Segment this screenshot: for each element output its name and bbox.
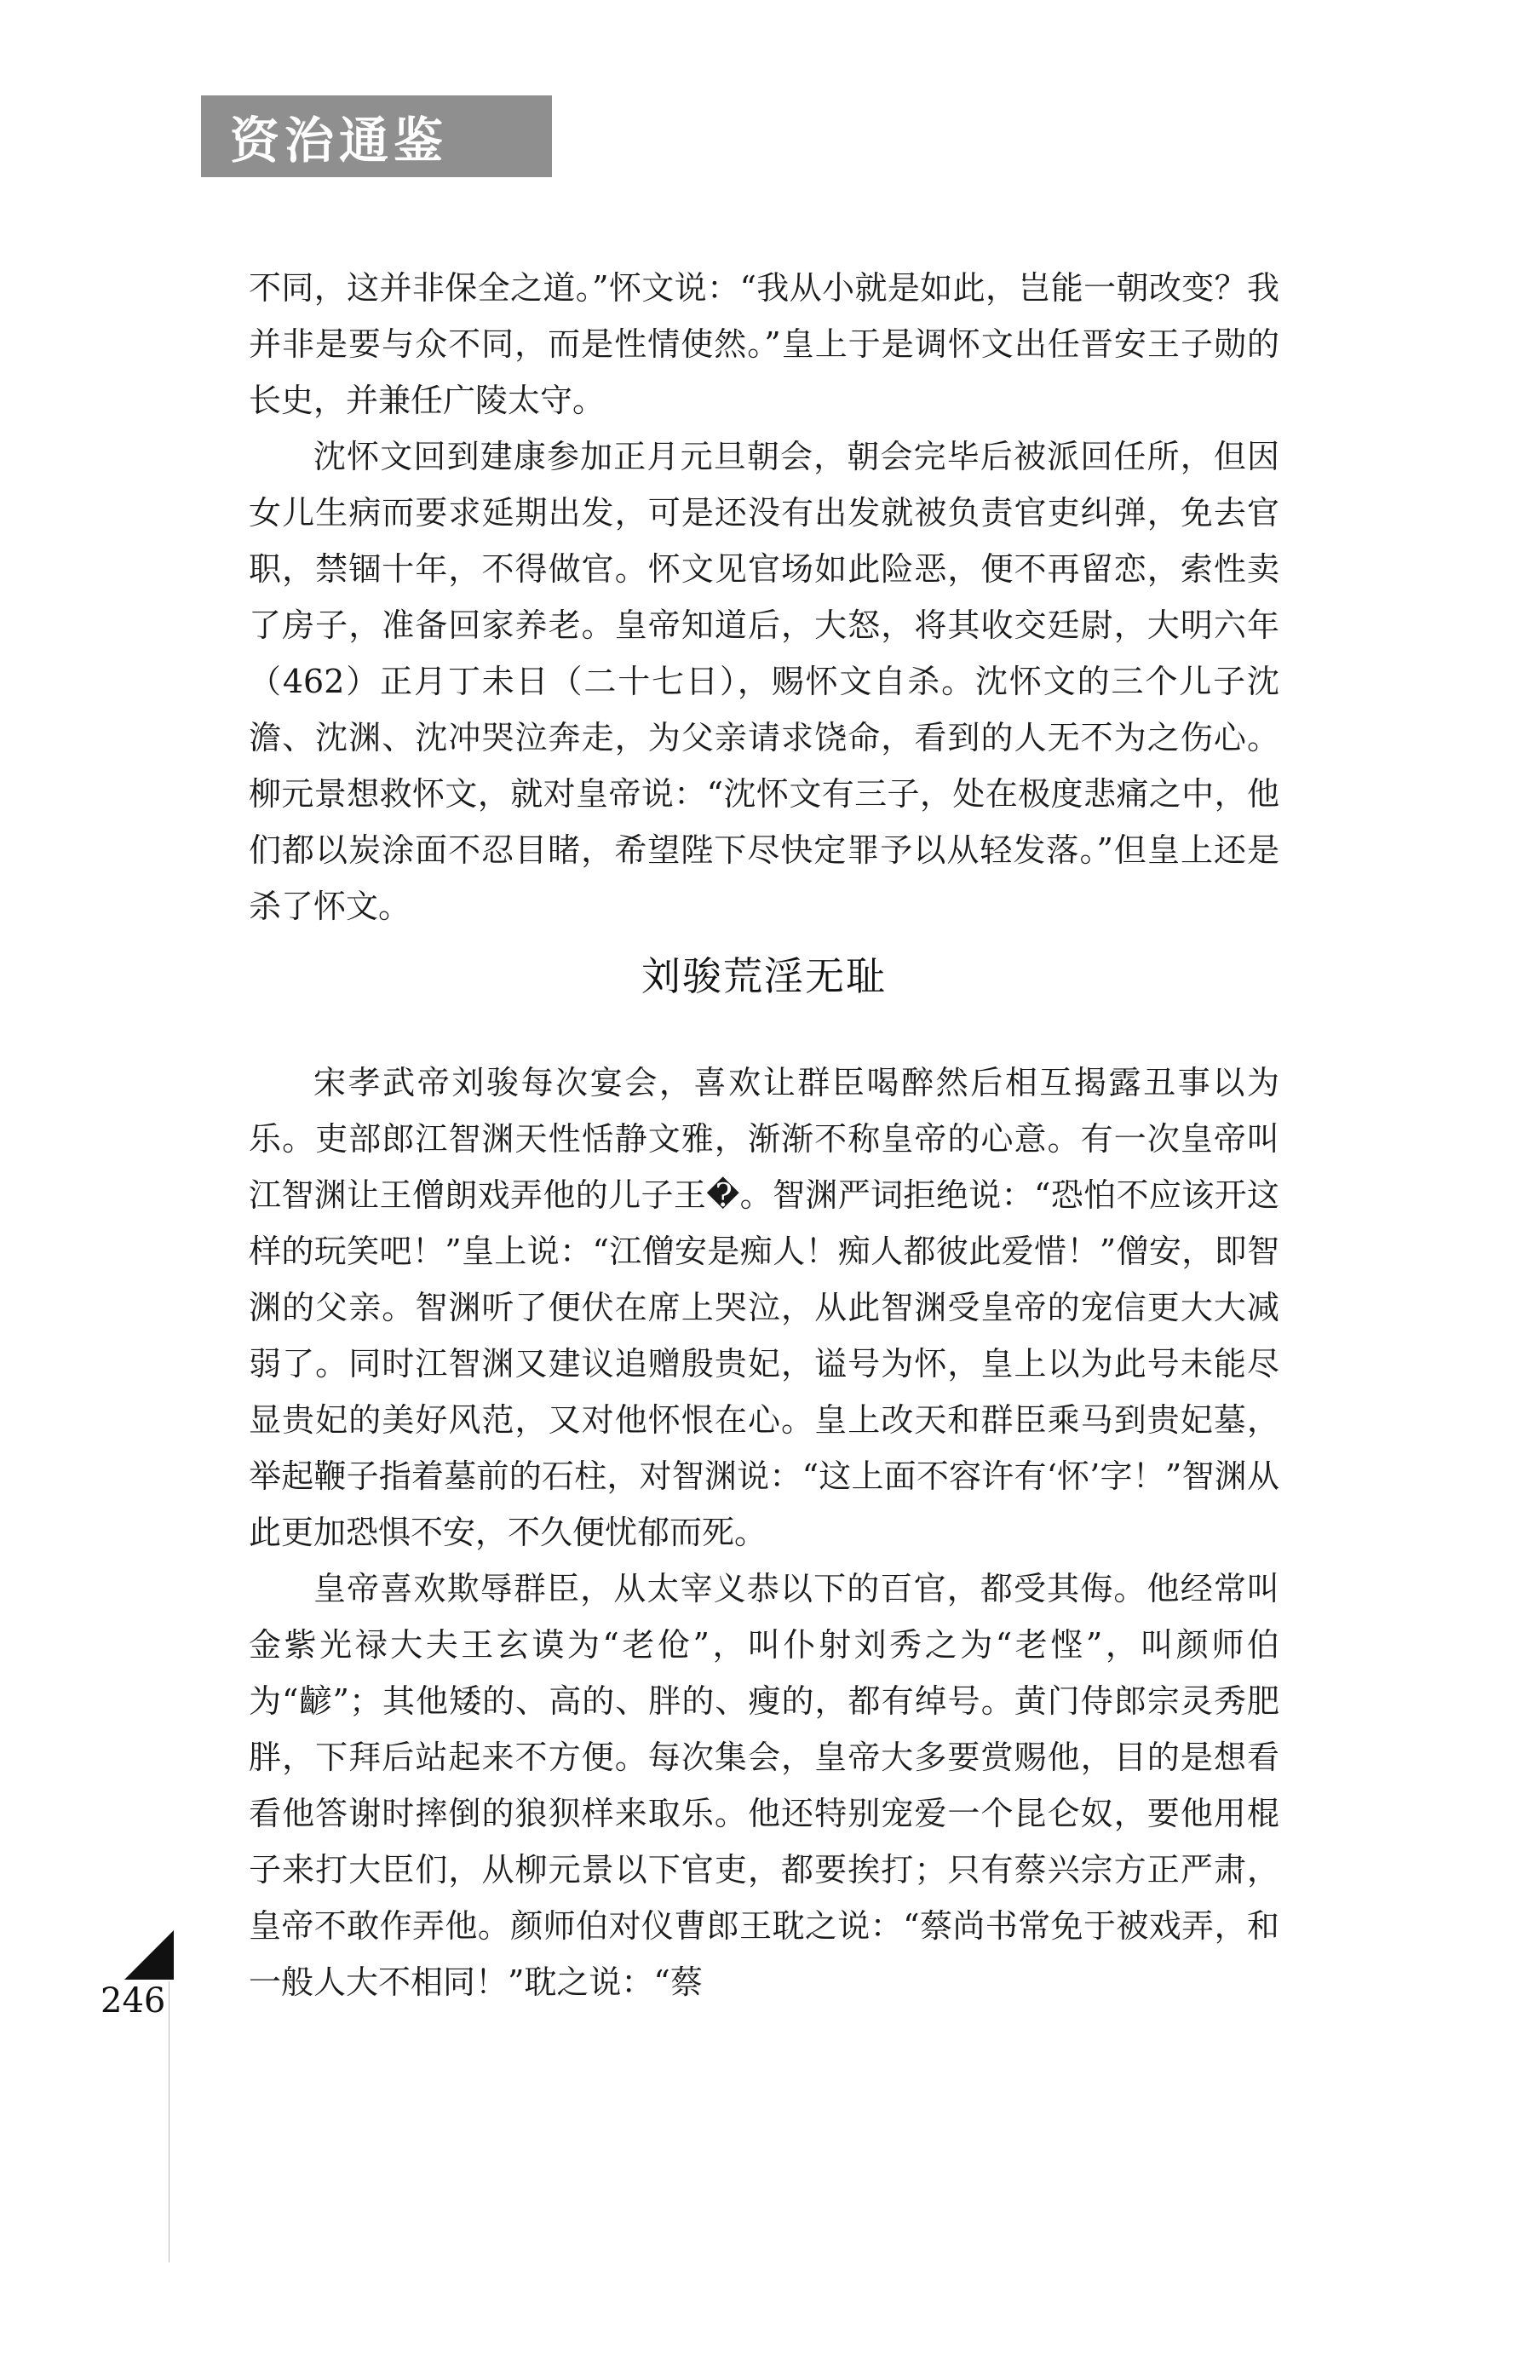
page-number: 246: [101, 1981, 166, 2021]
paragraph: 沈怀文回到建康参加正月元旦朝会，朝会完毕后被派回任所，但因女儿生病而要求延期出发，可是还没有出发就被负责官吏纠弹，免去官职，禁锢十年，不得做官。怀文见官场如此险恶，便不再留恋，索性卖了房子，准备回家养老。皇帝知道后，大怒，将其收交廷尉，大明六年（462）正月丁未日（二十七日），赐怀文自杀。沈怀文的三个儿子沈澹、沈渊、沈冲哭泣奔走，为父亲请求饶命，看到的人无不为之伤心。柳元景想救怀文，就对皇帝说：“沈怀文有三子，处在极度悲痛之中，他们都以炭涂面不忍目睹，希望陛下尽快定罪予以从轻发落。”但皇上还是杀了怀文。: [249, 438, 1279, 925]
page-corner-triangle: [124, 1930, 174, 1980]
body-text-bottom: [249, 1055, 1279, 2010]
paragraph: 不同，这并非保全之道。”怀文说：“我从小就是如此，岂能一朝改变？我并非是要与众不同，而是性情使然。”皇上于是调怀文出任晋安王子勋的长史，并兼任广陵太守。: [249, 269, 1279, 419]
section-title: 刘骏荒淫无耻: [641, 953, 887, 999]
book-title-banner: [201, 95, 552, 177]
body-text-top: [249, 260, 1279, 934]
book-title: 资治通鉴: [230, 112, 449, 170]
paragraph: 皇帝喜欢欺辱群臣，从太宰义恭以下的百官，都受其侮。他经常叫金紫光禄大夫王玄谟为“老伧”，叫仆射刘秀之为“老悭”，叫颜师伯为“齴”；其他矮的、高的、胖的、瘦的，都有绰号。黄门侍郎宗灵秀肥胖，下拜后站起来不方便。每次集会，皇帝大多要赏赐他，目的是想看看他答谢时摔倒的狼狈样来取乐。他还特别宠爱一个昆仑奴，要他用棍子来打大臣们，从柳元景以下官吏，都要挨打；只有蔡兴宗方正严肃，皇帝不敢作弄他。颜师伯对仪曹郎王耽之说：“蔡尚书常免于被戏弄，和一般人大不相同！”耽之说：“蔡: [249, 1570, 1279, 2001]
margin-divider: [169, 1981, 170, 2262]
paragraph: 宋孝武帝刘骏每次宴会，喜欢让群臣喝醉然后相互揭露丑事以为乐。吏部郎江智渊天性恬静文雅，渐渐不称皇帝的心意。有一次皇帝叫江智渊让王僧朗戏弄他的儿子王�。智渊严词拒绝说：“恐怕不应该开这样的玩笑吧！”皇上说：“江僧安是痴人！痴人都彼此爱惜！”僧安，即智渊的父亲。智渊听了便伏在席上哭泣，从此智渊受皇帝的宠信更大大减弱了。同时江智渊又建议追赠殷贵妃，谥号为怀，皇上以为此号未能尽显贵妃的美好风范，又对他怀恨在心。皇上改天和群臣乘马到贵妃墓，举起鞭子指着墓前的石柱，对智渊说：“这上面不容许有‘怀’字！”智渊从此更加恐惧不安，不久便忧郁而死。: [249, 1064, 1279, 1551]
